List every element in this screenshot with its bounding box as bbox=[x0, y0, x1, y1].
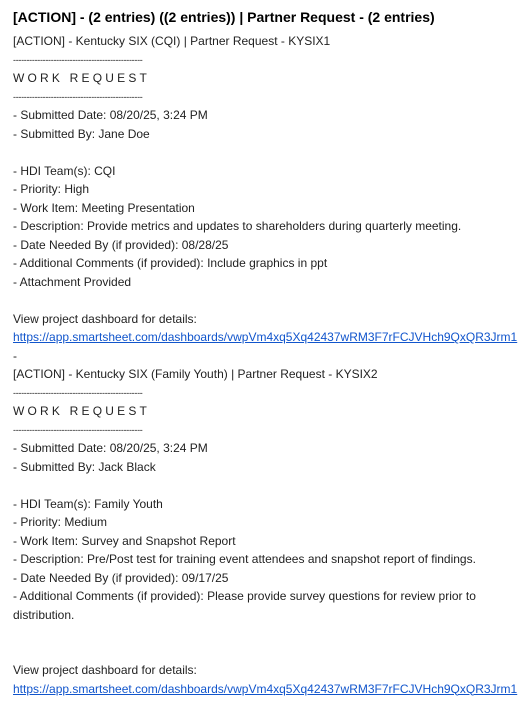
attachment-note: - Attachment Provided bbox=[13, 274, 132, 289]
dashboard-link[interactable]: https://app.smartsheet.com/dashboards/vwpVm4xq5Xq42437wRM3F7rFCJVHch9QxQR3Jrm1 bbox=[13, 681, 518, 696]
priority: - Priority: High bbox=[13, 182, 90, 196]
date-needed: - Date Needed By (if provided): 08/28/25 bbox=[13, 237, 229, 252]
spacer bbox=[13, 291, 528, 310]
work-request-heading: WORK REQUEST bbox=[13, 71, 151, 85]
description: - Description: Pre/Post test for training event attendees and snapshot report of findings. bbox=[13, 552, 476, 566]
work-request-heading: WORK REQUEST bbox=[13, 404, 151, 418]
entry-title: [ACTION] - Kentucky SIX (Family Youth) | Partner Request - KYSIX2 bbox=[13, 367, 378, 381]
description: - Description: Provide metrics and updates to shareholders during quarterly meeting. bbox=[13, 219, 462, 233]
hdi-team: - HDI Team(s): CQI bbox=[13, 163, 116, 178]
submitted-date: - Submitted Date: 08/20/25, 3:24 PM bbox=[13, 441, 208, 455]
separator-line: ------------------------------------------------ bbox=[13, 54, 143, 65]
email-subject: [ACTION] - (2 entries) ((2 entries)) | Partner Request - (2 entries) bbox=[13, 9, 435, 25]
spacer bbox=[13, 476, 528, 495]
submitted-date: - Submitted Date: 08/20/25, 3:24 PM bbox=[13, 108, 208, 122]
spacer bbox=[13, 643, 528, 662]
hdi-team: - HDI Team(s): Family Youth bbox=[13, 496, 163, 511]
separator-line: ------------------------------------------------ bbox=[13, 387, 143, 398]
additional-comments: - Additional Comments (if provided): Please provide survey questions for review prior to distribution. bbox=[13, 589, 476, 622]
date-needed: - Date Needed By (if provided): 09/17/25 bbox=[13, 570, 229, 585]
spacer bbox=[13, 624, 528, 643]
work-item: - Work Item: Meeting Presentation bbox=[13, 200, 195, 215]
submitted-by: - Submitted By: Jane Doe bbox=[13, 126, 150, 141]
dashboard-link[interactable]: https://app.smartsheet.com/dashboards/vwpVm4xq5Xq42437wRM3F7rFCJVHch9QxQR3Jrm1 bbox=[13, 330, 518, 344]
entry-divider: - bbox=[13, 348, 17, 363]
spacer bbox=[13, 143, 528, 162]
priority: - Priority: Medium bbox=[13, 515, 108, 529]
entry-title: [ACTION] - Kentucky SIX (CQI) | Partner Request - KYSIX1 bbox=[13, 34, 331, 48]
dashboard-label: View project dashboard for details: bbox=[13, 311, 197, 326]
work-item: - Work Item: Survey and Snapshot Report bbox=[13, 533, 236, 548]
separator-line: ------------------------------------------------ bbox=[13, 91, 143, 102]
submitted-by: - Submitted By: Jack Black bbox=[13, 459, 156, 474]
dashboard-label: View project dashboard for details: bbox=[13, 663, 197, 677]
separator-line: ------------------------------------------------ bbox=[13, 424, 143, 435]
additional-comments: - Additional Comments (if provided): Include graphics in ppt bbox=[13, 256, 328, 270]
